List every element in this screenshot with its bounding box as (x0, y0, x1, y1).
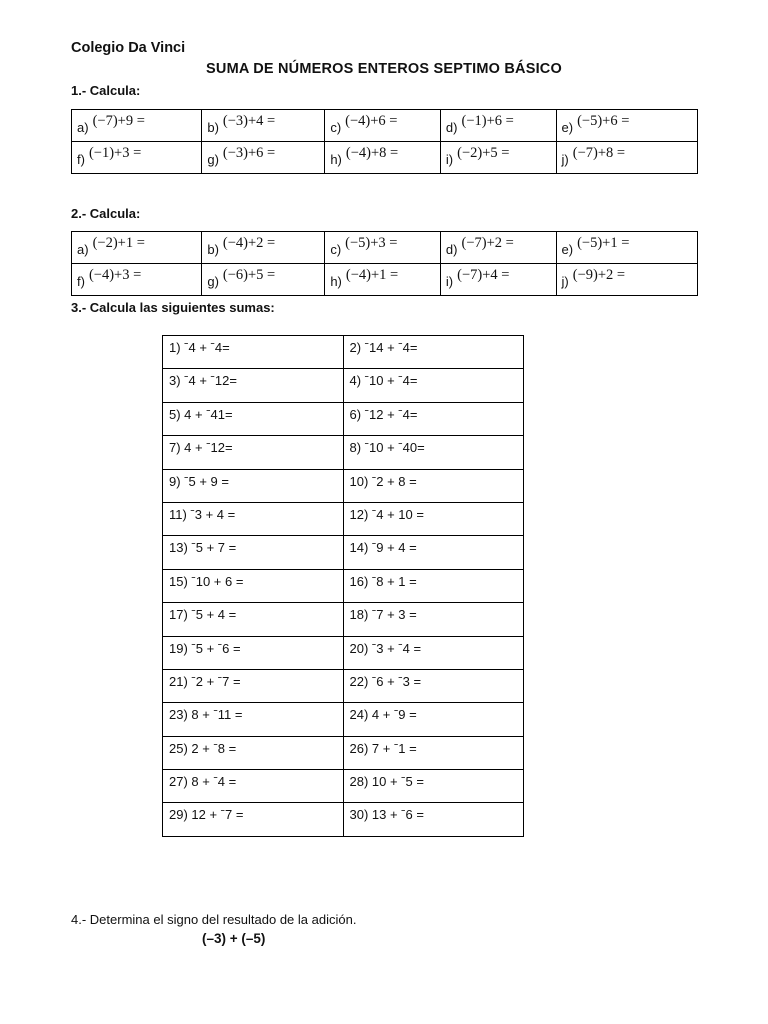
sum-row (163, 770, 524, 803)
exercise-cell (325, 264, 441, 296)
sum-cell: 3) ˉ4 + ˉ12= (163, 369, 344, 402)
exercise-label: b) (207, 242, 219, 257)
exercise-cell (72, 110, 202, 142)
section-4-expression: (–3) + (–5) (202, 931, 266, 946)
sum-cell: 27) 8 + ˉ4 = (163, 770, 344, 803)
exercise-cell (440, 232, 556, 264)
sum-cell: 23) 8 + ˉ11 = (163, 703, 344, 736)
exercise-label: c) (330, 120, 342, 135)
sum-cell: 15) ˉ10 + 6 = (163, 569, 344, 602)
sum-cell: 6) ˉ12 + ˉ4= (343, 402, 524, 435)
sum-row (163, 703, 524, 736)
sum-row (163, 336, 524, 369)
exercise-expression: (−2)+1 = (92, 235, 145, 251)
sum-cell: 24) 4 + ˉ9 = (343, 703, 524, 736)
sum-cell: 1) ˉ4 + ˉ4= (163, 336, 344, 369)
sum-cell: 21) ˉ2 + ˉ7 = (163, 669, 344, 702)
sum-cell: 26) 7 + ˉ1 = (343, 736, 524, 769)
section-2-table (71, 231, 698, 296)
sum-row (163, 669, 524, 702)
sum-row (163, 369, 524, 402)
exercise-label: h) (330, 152, 342, 167)
exercise-label: d) (445, 120, 458, 135)
exercise-label: c) (330, 242, 342, 257)
exercise-row (72, 142, 698, 174)
exercise-cell (202, 142, 325, 174)
exercise-expression: (−1)+3 = (88, 145, 142, 161)
section-1-heading: 1.- Calcula: (71, 83, 141, 98)
exercise-cell (202, 264, 325, 296)
exercise-cell (556, 264, 697, 296)
exercise-cell (556, 110, 697, 142)
exercise-expression: (−5)+1 = (577, 235, 630, 251)
section-4-heading: 4.- Determina el signo del resultado de la adición. (71, 912, 357, 927)
sum-cell: 8) ˉ10 + ˉ40= (343, 436, 524, 469)
exercise-cell (72, 232, 202, 264)
exercise-label: j) (561, 152, 569, 167)
exercise-cell (202, 232, 325, 264)
exercise-cell (440, 264, 556, 296)
exercise-label: j) (561, 274, 569, 289)
exercise-cell (72, 264, 202, 296)
exercise-expression: (−4)+2 = (222, 235, 276, 251)
exercise-row (72, 110, 698, 142)
sum-row (163, 436, 524, 469)
exercise-expression: (−2)+5 = (457, 145, 510, 161)
exercise-expression: (−4)+8 = (345, 145, 399, 161)
sum-row (163, 636, 524, 669)
sum-row (163, 736, 524, 769)
exercise-label: g) (207, 152, 219, 167)
sum-cell: 7) 4 + ˉ12= (163, 436, 344, 469)
page-title: SUMA DE NÚMEROS ENTEROS SEPTIMO BÁSICO (206, 61, 562, 77)
exercise-cell (440, 142, 556, 174)
exercise-expression: (−1)+6 = (461, 113, 514, 129)
exercise-expression: (−4)+6 = (345, 113, 398, 129)
sum-cell: 29) 12 + ˉ7 = (163, 803, 344, 836)
exercise-label: i) (445, 152, 454, 167)
exercise-label: f) (77, 274, 85, 289)
section-3-heading: 3.- Calcula las siguientes sumas: (71, 300, 275, 315)
sum-row (163, 603, 524, 636)
exercise-cell (325, 110, 441, 142)
sum-cell: 17) ˉ5 + 4 = (163, 603, 344, 636)
exercise-expression: (−3)+4 = (222, 113, 276, 129)
exercise-cell (325, 232, 441, 264)
sum-cell: 18) ˉ7 + 3 = (343, 603, 524, 636)
sum-cell: 11) ˉ3 + 4 = (163, 502, 344, 535)
exercise-label: e) (561, 120, 574, 135)
sum-cell: 5) 4 + ˉ41= (163, 402, 344, 435)
sum-cell: 9) ˉ5 + 9 = (163, 469, 344, 502)
sum-cell: 19) ˉ5 + ˉ6 = (163, 636, 344, 669)
exercise-expression: (−4)+1 = (345, 267, 399, 283)
exercise-label: e) (561, 242, 574, 257)
sum-cell: 20) ˉ3 + ˉ4 = (343, 636, 524, 669)
exercise-expression: (−6)+5 = (222, 267, 276, 283)
exercise-label: d) (445, 242, 458, 257)
exercise-cell (202, 110, 325, 142)
exercise-label: g) (207, 274, 219, 289)
exercise-expression: (−9)+2 = (572, 267, 626, 283)
exercise-cell (325, 142, 441, 174)
exercise-expression: (−7)+9 = (92, 113, 145, 129)
sum-cell: 14) ˉ9 + 4 = (343, 536, 524, 569)
sum-cell: 10) ˉ2 + 8 = (343, 469, 524, 502)
exercise-label: a) (77, 120, 89, 135)
exercise-row (72, 232, 698, 264)
exercise-expression: (−5)+3 = (345, 235, 398, 251)
sum-row (163, 569, 524, 602)
exercise-label: h) (330, 274, 342, 289)
exercise-expression: (−3)+6 = (222, 145, 276, 161)
exercise-label: i) (445, 274, 454, 289)
sum-row (163, 402, 524, 435)
sum-cell: 16) ˉ8 + 1 = (343, 569, 524, 602)
exercise-cell (556, 232, 697, 264)
sum-cell: 28) 10 + ˉ5 = (343, 770, 524, 803)
sum-cell: 12) ˉ4 + 10 = (343, 502, 524, 535)
exercise-cell (72, 142, 202, 174)
school-name: Colegio Da Vinci (71, 40, 186, 56)
exercise-expression: (−7)+4 = (457, 267, 510, 283)
section-3-table (162, 335, 524, 837)
exercise-expression: (−7)+8 = (572, 145, 626, 161)
exercise-expression: (−4)+3 = (88, 267, 142, 283)
exercise-label: b) (207, 120, 219, 135)
sum-cell: 13) ˉ5 + 7 = (163, 536, 344, 569)
sum-row (163, 502, 524, 535)
exercise-cell (556, 142, 697, 174)
exercise-row (72, 264, 698, 296)
section-1-table (71, 109, 698, 174)
sum-cell: 22) ˉ6 + ˉ3 = (343, 669, 524, 702)
sum-cell: 25) 2 + ˉ8 = (163, 736, 344, 769)
exercise-label: a) (77, 242, 89, 257)
exercise-cell (440, 110, 556, 142)
exercise-expression: (−5)+6 = (577, 113, 630, 129)
exercise-expression: (−7)+2 = (461, 235, 514, 251)
sum-cell: 2) ˉ14 + ˉ4= (343, 336, 524, 369)
sum-row (163, 803, 524, 836)
sum-row (163, 469, 524, 502)
section-2-heading: 2.- Calcula: (71, 206, 141, 221)
exercise-label: f) (77, 152, 85, 167)
sum-cell: 4) ˉ10 + ˉ4= (343, 369, 524, 402)
sum-cell: 30) 13 + ˉ6 = (343, 803, 524, 836)
sum-row (163, 536, 524, 569)
